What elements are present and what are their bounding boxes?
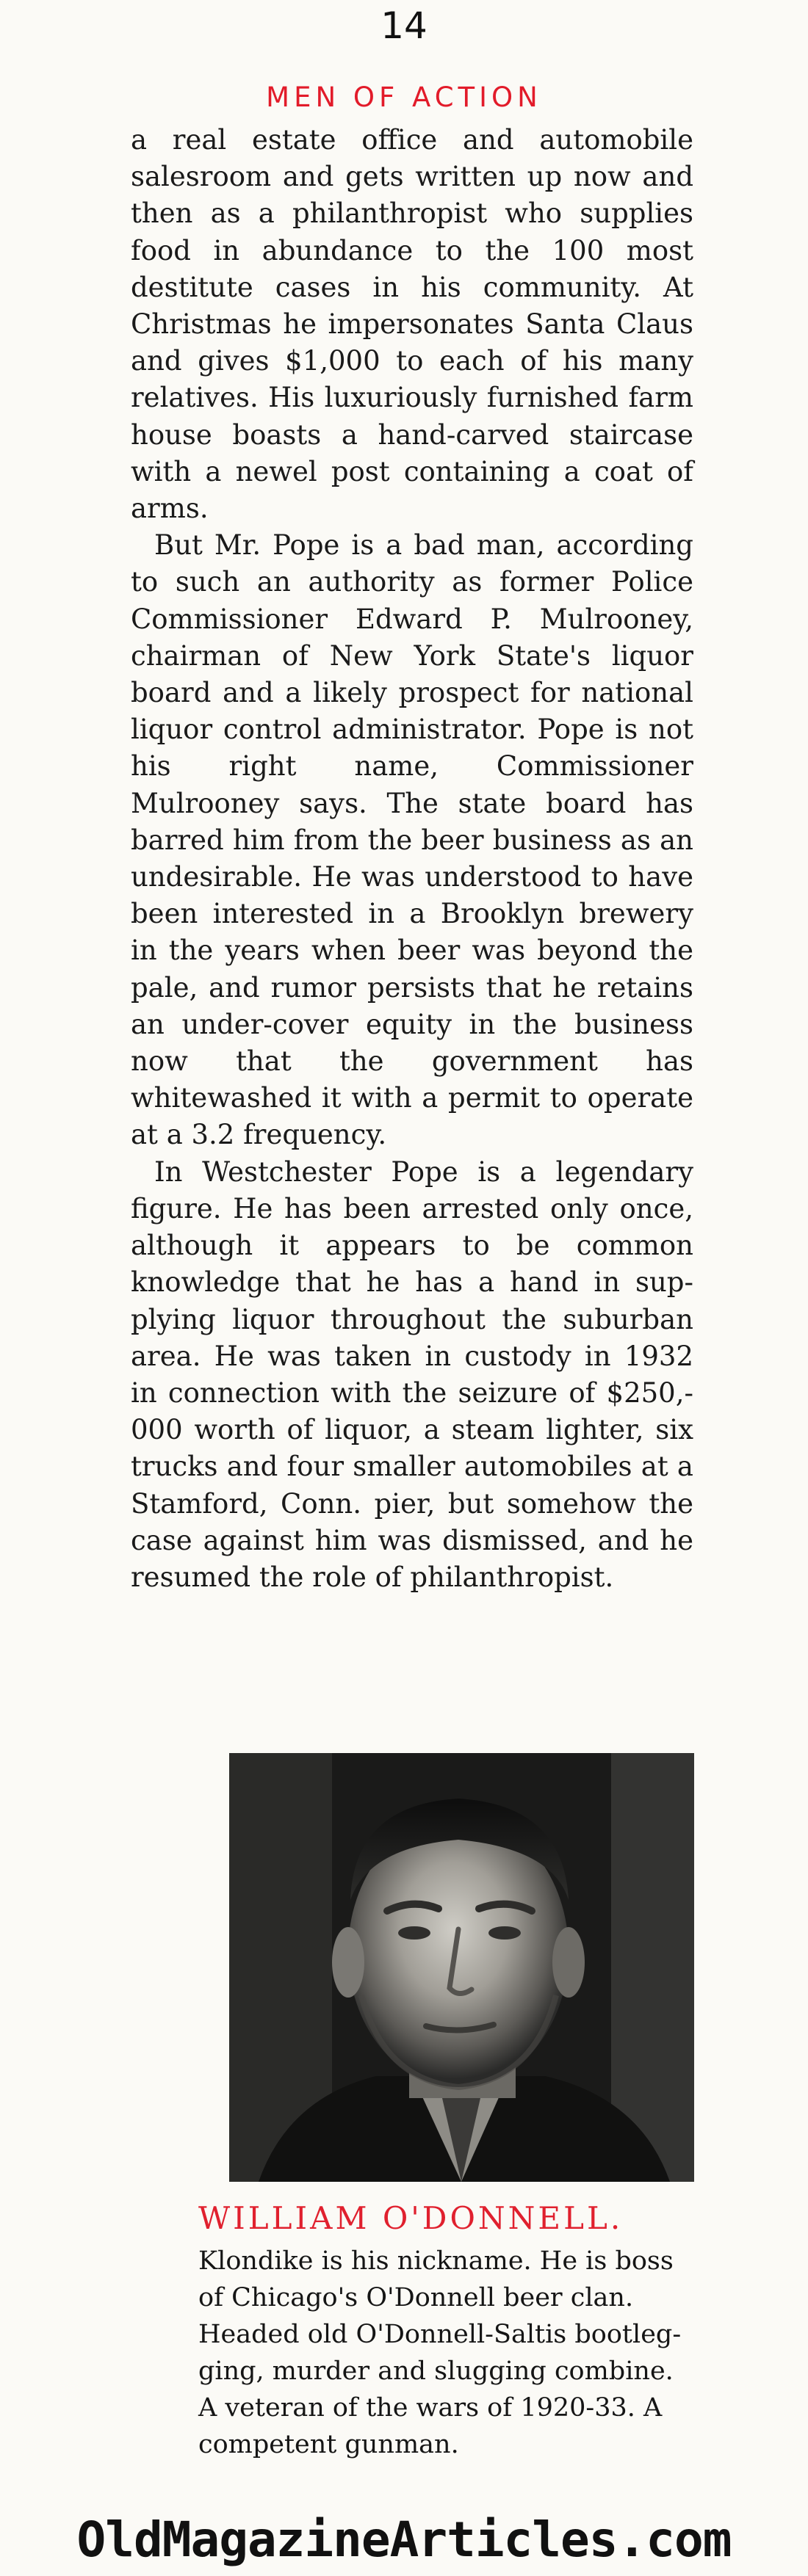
portrait-photo — [229, 1753, 694, 2182]
section-header: MEN OF ACTION — [266, 81, 542, 113]
article-body — [131, 122, 693, 1596]
article-paragraph-2: But Mr. Pope is a bad man, according to such an authority as former Police Commissioner Edward P. Mulrooney, chairman of New York State's liquor board and a likely prospect for national liquor control administrator. Pope is not his right name, Commissioner Mulrooney says. The state board has barred him from the beer business as an undesirable. He was understood to have been interested in a Brooklyn brewery in the years when beer was beyond the pale, and rumor persists that he retains an under-cover equity in the business now that the government has whitewashed it with a permit to operate at a 3.2 frequency. — [131, 529, 693, 1151]
article-paragraph-1: a real estate office and automobile salesroom and gets written up now and then as a philanthropist who supplies food in abundance to the 100 most destitute cases in his community. At Christmas he impersonates Santa Claus and gives $1,000 to each of his many relatives. His luxuriously furnished farm house boasts a hand-carved staircase with a newel post containing a coat of arms. — [131, 124, 693, 525]
watermark-footer[interactable]: OldMagazineArticles.com — [76, 2511, 732, 2568]
article-paragraph-3: In Westchester Pope is a legendary figure. He has been arrested only once, although it appears to be common knowledge that he has a hand in supplying liquor throughout the suburban area. He was taken in custody in 1932 in connection with the seizure of $250,000 worth of liquor, a steam lighter, six trucks and four smaller automobiles at a Stamford, Conn. pier, but somehow the case against him was dismissed, and he resumed the role of philanthropist. — [131, 1155, 693, 1593]
caption-text: Klondike is his nickname. He is boss of Chicago's O'Donnell beer clan. Headed old O'Donnell-Saltis bootlegging, murder and slugging combine. A veteran of the wars of 1920-33. A competent gunman. — [198, 2246, 682, 2459]
caption-name: WILLIAM O'DONNELL. — [198, 2200, 624, 2236]
page-number: 14 — [380, 4, 428, 47]
